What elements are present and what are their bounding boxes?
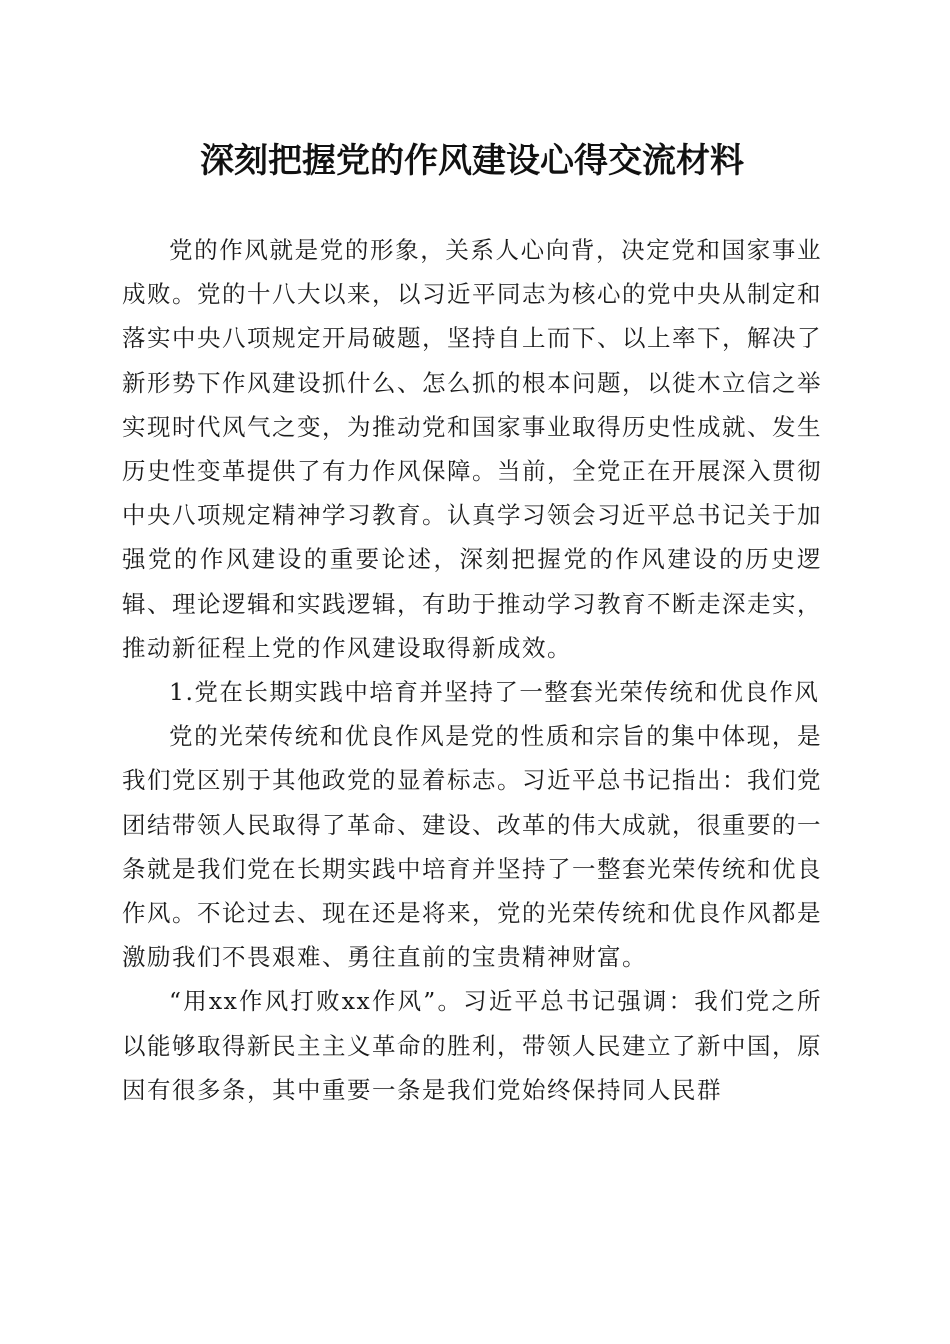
section-heading-1: 1.党在长期实践中培育并坚持了一整套光荣传统和优良作风 <box>169 678 820 707</box>
document-body <box>122 228 822 1112</box>
paragraph-traditions: 党的光荣传统和优良作风是党的性质和宗旨的集中体现，是我们党区别于其他政党的显着标志。习近平总书记指出：我们党团结带领人民取得了革命、建设、改革的伟大成就，很重要的一条就是我们党在长期实践中培育并坚持了一整套光荣传统和优良作风。不论过去、现在还是将来，党的光荣传统和优良作风都是激励我们不畏艰难、勇往直前的宝贵精神财富。 <box>122 722 822 972</box>
document-title: 深刻把握党的作风建设心得交流材料 <box>200 141 744 181</box>
paragraph-quote: “用xx作风打败xx作风”。习近平总书记强调：我们党之所以能够取得新民主主义革命的胜利，带领人民建立了新中国，原因有很多条，其中重要一条是我们党始终保持同人民群 <box>122 987 822 1104</box>
paragraph-intro: 党的作风就是党的形象，关系人心向背，决定党和国家事业成败。党的十八大以来，以习近平同志为核心的党中央从制定和落实中央八项规定开局破题，坚持自上而下、以上率下，解决了新形势下作风建设抓什么、怎么抓的根本问题，以徙木立信之举实现时代风气之变，为推动党和国家事业取得历史性成就、发生历史性变革提供了有力作风保障。当前，全党正在开展深入贯彻中央八项规定精神学习教育。认真学习领会习近平总书记关于加强党的作风建设的重要论述，深刻把握党的作风建设的历史逻辑、理论逻辑和实践逻辑，有助于推动学习教育不断走深走实，推动新征程上党的作风建设取得新成效。 <box>122 236 822 662</box>
